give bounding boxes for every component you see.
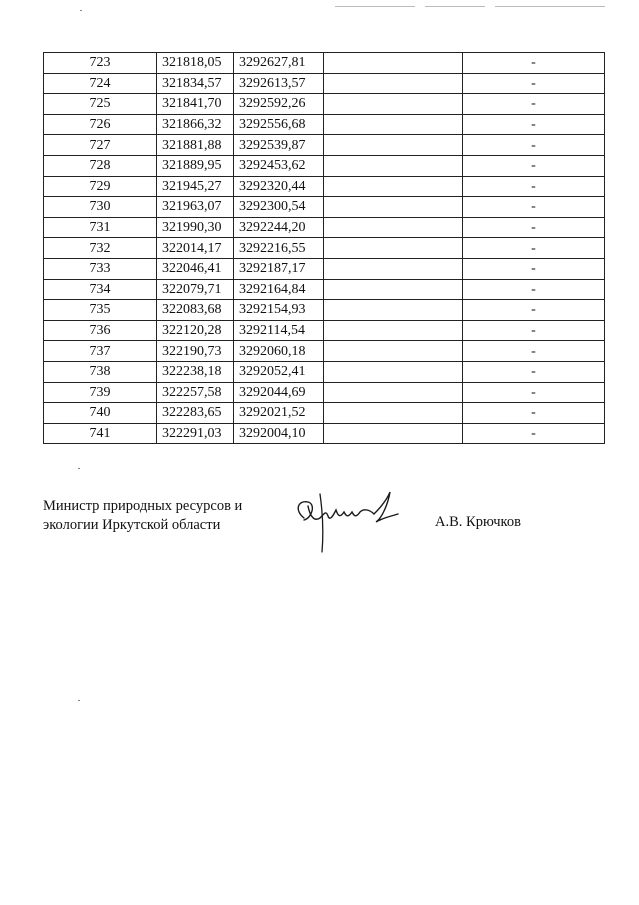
empty-cell xyxy=(324,114,463,135)
signatory-title-line-1: Министр природных ресурсов и xyxy=(43,498,243,514)
empty-cell xyxy=(324,155,463,176)
point-number-cell: 732 xyxy=(44,238,157,259)
note-cell: - xyxy=(463,94,605,115)
empty-cell xyxy=(324,341,463,362)
x-coordinate-cell: 321866,32 xyxy=(157,114,234,135)
table-row xyxy=(44,94,605,115)
note-cell: - xyxy=(463,114,605,135)
x-coordinate-cell: 322083,68 xyxy=(157,300,234,321)
empty-cell xyxy=(324,361,463,382)
point-number-cell: 733 xyxy=(44,258,157,279)
note-cell: - xyxy=(463,341,605,362)
note-cell: - xyxy=(463,53,605,74)
table-row xyxy=(44,320,605,341)
point-number-cell: 727 xyxy=(44,135,157,156)
empty-cell xyxy=(324,197,463,218)
x-coordinate-cell: 321990,30 xyxy=(157,217,234,238)
y-coordinate-cell: 3292216,55 xyxy=(234,238,324,259)
scan-speck xyxy=(80,10,82,11)
y-coordinate-cell: 3292044,69 xyxy=(234,382,324,403)
table-row xyxy=(44,382,605,403)
empty-cell xyxy=(324,403,463,424)
point-number-cell: 741 xyxy=(44,423,157,444)
point-number-cell: 724 xyxy=(44,73,157,94)
table-row xyxy=(44,279,605,300)
table-row xyxy=(44,238,605,259)
empty-cell xyxy=(324,258,463,279)
y-coordinate-cell: 3292320,44 xyxy=(234,176,324,197)
table-row xyxy=(44,155,605,176)
point-number-cell: 734 xyxy=(44,279,157,300)
x-coordinate-cell: 321841,70 xyxy=(157,94,234,115)
x-coordinate-cell: 322014,17 xyxy=(157,238,234,259)
note-cell: - xyxy=(463,217,605,238)
y-coordinate-cell: 3292021,52 xyxy=(234,403,324,424)
point-number-cell: 730 xyxy=(44,197,157,218)
y-coordinate-cell: 3292539,87 xyxy=(234,135,324,156)
note-cell: - xyxy=(463,238,605,259)
point-number-cell: 725 xyxy=(44,94,157,115)
table-row xyxy=(44,114,605,135)
x-coordinate-cell: 322046,41 xyxy=(157,258,234,279)
point-number-cell: 739 xyxy=(44,382,157,403)
x-coordinate-cell: 321881,88 xyxy=(157,135,234,156)
y-coordinate-cell: 3292187,17 xyxy=(234,258,324,279)
x-coordinate-cell: 322291,03 xyxy=(157,423,234,444)
handwritten-signature xyxy=(290,488,400,554)
table-row xyxy=(44,341,605,362)
signer-name: А.В. Крючков xyxy=(435,514,521,530)
x-coordinate-cell: 322190,73 xyxy=(157,341,234,362)
note-cell: - xyxy=(463,279,605,300)
empty-cell xyxy=(324,238,463,259)
y-coordinate-cell: 3292164,84 xyxy=(234,279,324,300)
empty-cell xyxy=(324,135,463,156)
empty-cell xyxy=(324,382,463,403)
note-cell: - xyxy=(463,361,605,382)
x-coordinate-cell: 322238,18 xyxy=(157,361,234,382)
coordinates-table xyxy=(43,52,605,444)
point-number-cell: 726 xyxy=(44,114,157,135)
empty-cell xyxy=(324,73,463,94)
empty-cell xyxy=(324,279,463,300)
scan-speck xyxy=(78,700,80,701)
note-cell: - xyxy=(463,176,605,197)
table-row xyxy=(44,53,605,74)
point-number-cell: 729 xyxy=(44,176,157,197)
point-number-cell: 740 xyxy=(44,403,157,424)
empty-cell xyxy=(324,217,463,238)
scan-artifact xyxy=(335,6,415,7)
y-coordinate-cell: 3292300,54 xyxy=(234,197,324,218)
y-coordinate-cell: 3292114,54 xyxy=(234,320,324,341)
table-row xyxy=(44,217,605,238)
table-row xyxy=(44,300,605,321)
note-cell: - xyxy=(463,258,605,279)
table-row xyxy=(44,423,605,444)
empty-cell xyxy=(324,423,463,444)
note-cell: - xyxy=(463,423,605,444)
x-coordinate-cell: 322257,58 xyxy=(157,382,234,403)
point-number-cell: 736 xyxy=(44,320,157,341)
x-coordinate-cell: 321889,95 xyxy=(157,155,234,176)
y-coordinate-cell: 3292052,41 xyxy=(234,361,324,382)
point-number-cell: 735 xyxy=(44,300,157,321)
table-row xyxy=(44,361,605,382)
x-coordinate-cell: 321945,27 xyxy=(157,176,234,197)
empty-cell xyxy=(324,300,463,321)
x-coordinate-cell: 321818,05 xyxy=(157,53,234,74)
empty-cell xyxy=(324,53,463,74)
x-coordinate-cell: 321834,57 xyxy=(157,73,234,94)
x-coordinate-cell: 322283,65 xyxy=(157,403,234,424)
scan-artifact xyxy=(495,6,605,7)
coordinates-table-body xyxy=(44,53,605,444)
signatory-title-line-2: экологии Иркутской области xyxy=(43,517,221,533)
table-row xyxy=(44,73,605,94)
note-cell: - xyxy=(463,382,605,403)
y-coordinate-cell: 3292453,62 xyxy=(234,155,324,176)
y-coordinate-cell: 3292613,57 xyxy=(234,73,324,94)
table-row xyxy=(44,403,605,424)
empty-cell xyxy=(324,176,463,197)
note-cell: - xyxy=(463,403,605,424)
table-row xyxy=(44,258,605,279)
x-coordinate-cell: 322079,71 xyxy=(157,279,234,300)
scan-artifact xyxy=(425,6,485,7)
y-coordinate-cell: 3292556,68 xyxy=(234,114,324,135)
empty-cell xyxy=(324,320,463,341)
x-coordinate-cell: 321963,07 xyxy=(157,197,234,218)
point-number-cell: 731 xyxy=(44,217,157,238)
table-row xyxy=(44,197,605,218)
note-cell: - xyxy=(463,197,605,218)
table-row xyxy=(44,135,605,156)
x-coordinate-cell: 322120,28 xyxy=(157,320,234,341)
note-cell: - xyxy=(463,73,605,94)
note-cell: - xyxy=(463,155,605,176)
note-cell: - xyxy=(463,135,605,156)
note-cell: - xyxy=(463,300,605,321)
empty-cell xyxy=(324,94,463,115)
point-number-cell: 737 xyxy=(44,341,157,362)
y-coordinate-cell: 3292592,26 xyxy=(234,94,324,115)
note-cell: - xyxy=(463,320,605,341)
y-coordinate-cell: 3292244,20 xyxy=(234,217,324,238)
point-number-cell: 728 xyxy=(44,155,157,176)
scan-speck xyxy=(78,468,80,469)
y-coordinate-cell: 3292154,93 xyxy=(234,300,324,321)
y-coordinate-cell: 3292004,10 xyxy=(234,423,324,444)
table-row xyxy=(44,176,605,197)
y-coordinate-cell: 3292060,18 xyxy=(234,341,324,362)
signatory-title xyxy=(43,497,242,535)
y-coordinate-cell: 3292627,81 xyxy=(234,53,324,74)
point-number-cell: 723 xyxy=(44,53,157,74)
point-number-cell: 738 xyxy=(44,361,157,382)
